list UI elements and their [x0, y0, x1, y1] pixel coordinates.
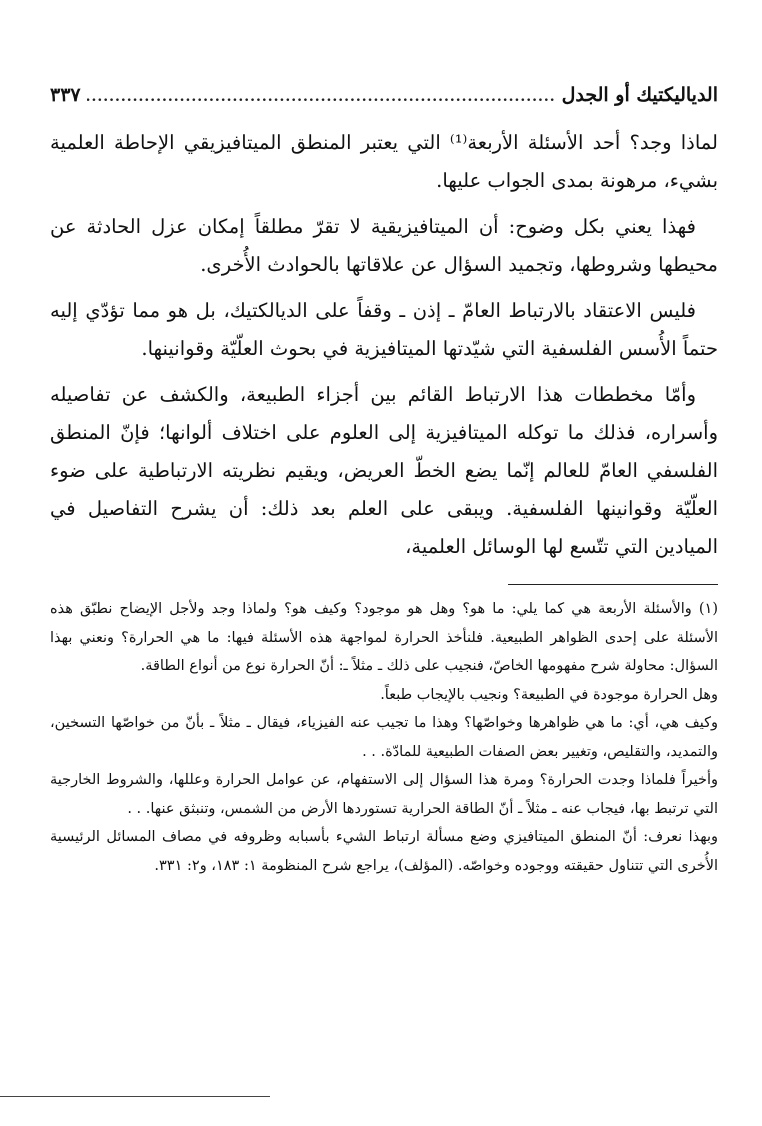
body-paragraph-3: فليس الاعتقاد بالارتباط العامّ ـ إذن ـ وقفاً على الديالكتيك، بل هو مما تؤدّي إليه حتماً الأُسس الفلسفية التي شيّدتها الميتافيزية في بحوث العلّيّة وقوانينها. — [50, 299, 718, 360]
body-paragraph-2: فهذا يعني بكل وضوح: أن الميتافيزيقية لا تقرّ مطلقاً إمكان عزل الحادثة عن محيطها وشروطها، وتجميد السؤال عن علاقاتها بالحوادث الأُخرى. — [50, 215, 718, 276]
main-text — [50, 124, 718, 566]
footnote-paragraph-4: وأخيراً فلماذا وجدت الحرارة؟ ومرة هذا السؤال إلى الاستفهام، عن عوامل الحرارة وعللها، والشروط الخارجية التي ترتبط بها، فيجاب عنه ـ مثلاً ـ أنّ الطاقة الحرارية تستوردها الأرض من الشمس، وتنبثق عنها. . . — [50, 772, 718, 817]
running-title: الدياليكتيك أو الجدل — [561, 84, 718, 106]
footnote-paragraph-1: (١) والأسئلة الأربعة هي كما يلي: ما هو؟ وهل هو موجود؟ وكيف هو؟ ولماذا وجد ولأجل الإيضاح نطبّق هذه الأسئلة على إحدى الظواهر الطبيعية. فلنأخذ الحرارة لمواجهة هذه الأسئلة فيها: ما هي الحرارة؟ ونعني بهذا السؤال: محاولة شرح مفهومها الخاصّ، فنجيب على ذلك ـ مثلاً ـ: أنّ الحرارة نوع من أنواع الطاقة. — [50, 601, 718, 674]
header-leader-dots — [87, 80, 556, 114]
page-number: ٣٣٧ — [50, 84, 81, 106]
footnote-paragraph-2: وهل الحرارة موجودة في الطبيعة؟ ونجيب بالإيجاب طبعاً. — [380, 686, 718, 703]
body-paragraph-1: لماذا وجد؟ أحد الأسئلة الأربعة⁽¹⁾ التي يعتبر المنطق الميتافيزيقي الإحاطة العلمية بشيء، مرهونة بمدى الجواب عليها. — [50, 131, 718, 192]
running-header — [50, 78, 718, 112]
footnotes — [50, 595, 718, 880]
body-paragraph-4: وأمّا مخططات هذا الارتباط القائم بين أجزاء الطبيعة، والكشف عن تفاصيله وأسراره، فذلك ما توكله الميتافيزية إلى العلوم على اختلاف ألوانها؛ فإنّ المنطق الفلسفي العامّ للعالم إنّما يضع الخطّ العريض، ويقيم نظريته الارتباطية على ضوء العلّيّة وقوانينها الفلسفية. ويبقى على العلم بعد ذلك: أن يشرح التفاصيل في الميادين التي تتّسع لها الوسائل العلمية، — [50, 383, 718, 558]
footnote-paragraph-3: وكيف هي، أي: ما هي ظواهرها وخواصّها؟ وهذا ما تجيب عنه الفيزياء، فيقال ـ مثلاً ـ بأنّ من خواصّها التسخين، والتمديد، والتقليص، وتغيير بعض الصفات الطبيعية للمادّة. . . — [50, 715, 718, 760]
book-page — [50, 78, 718, 880]
bottom-edge-rule — [0, 1096, 270, 1097]
footnote-paragraph-5: وبهذا نعرف: أنّ المنطق الميتافيزي وضع مسألة ارتباط الشيء بأسبابه وظروفه في مصاف المسائل الرئيسية الأُخرى التي تتناول حقيقته ووجوده وخواصّه. (المؤلف)، يراجع شرح المنظومة ١: ١٨٣، و٢: ٣٣١. — [50, 829, 718, 874]
footnote-separator — [508, 584, 718, 585]
